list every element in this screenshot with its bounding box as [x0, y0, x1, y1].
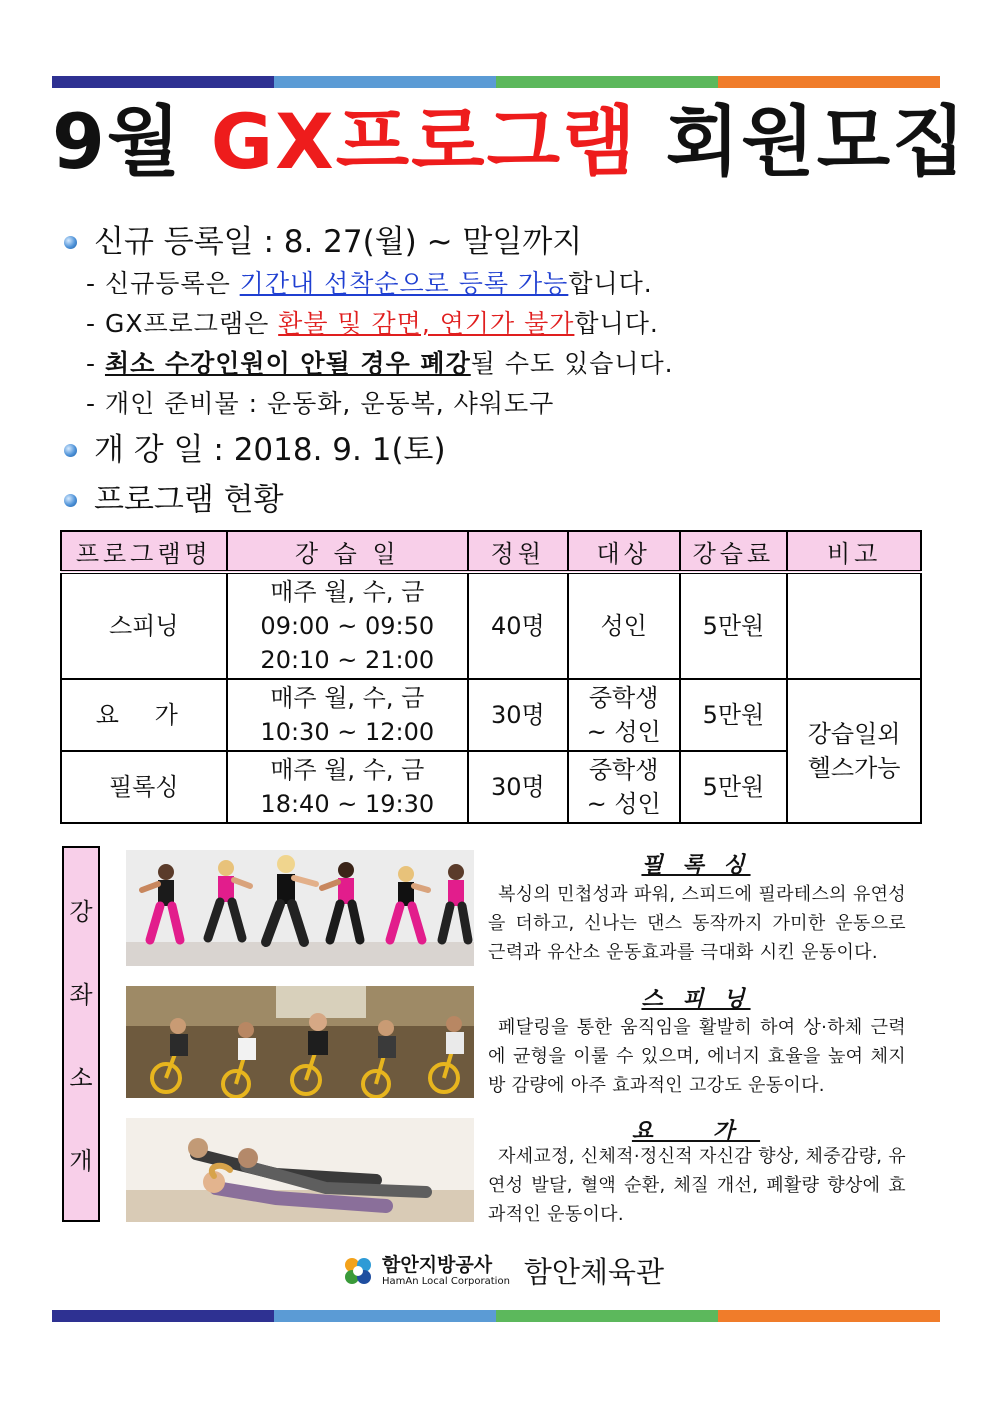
schedule-time: 09:00 ~ 09:50: [260, 612, 435, 640]
capacity: 40명: [468, 572, 568, 679]
footer: [340, 1250, 664, 1291]
registration-heading: [64, 222, 582, 262]
bottom-color-band: [52, 1310, 940, 1322]
registration-heading-text: 신규 등록일 : 8. 27(월) ~ 말일까지: [94, 224, 583, 260]
header-cell: 강 습 일: [227, 531, 468, 572]
capacity: 30명: [468, 751, 568, 823]
band-segment: [274, 1310, 496, 1322]
intro-title-yoga: 요 가: [631, 1119, 761, 1144]
header-cell: 대상: [568, 531, 680, 572]
intro-body-yoga: 자세교정, 신체적·정신적 자신감 향상, 체중감량, 유연성 발달, 혈액 순환, 체질 개선, 폐활량 향상에 효과적인 운동이다.: [488, 1146, 906, 1225]
program-name: 필록싱: [61, 751, 227, 823]
band-segment: [52, 1310, 274, 1322]
header-cell: 비고: [787, 531, 921, 572]
schedule-time: 20:10 ~ 21:00: [260, 646, 435, 674]
title-recruit: 회원모집: [637, 97, 968, 186]
program-table: [60, 530, 922, 824]
schedule-days: 매주 월, 수, 금: [270, 578, 425, 606]
table-header-row: [61, 531, 921, 572]
intro-body-pilboxing: 복싱의 민첩성과 파워, 스피드에 필라테스의 유연성을 더하고, 신나는 댄스 동작까지 가미한 운동으로 근력과 유산소 운동효과를 극대화 시킨 운동이다.: [488, 884, 906, 963]
program-name: 스피닝: [61, 572, 227, 679]
page-title: [52, 92, 968, 192]
program-name: 요 가: [61, 679, 227, 751]
band-segment: [718, 1310, 940, 1322]
note-line-1: [86, 266, 653, 302]
band-segment: [496, 76, 718, 88]
bullet-icon: [64, 236, 77, 249]
opening-heading: [64, 430, 446, 470]
note-line-2: [86, 306, 659, 342]
schedule-cell: [227, 572, 468, 679]
schedule-time: 18:40 ~ 19:30: [260, 790, 435, 818]
note-prefix: -: [86, 349, 105, 378]
corporation-logo-text: [382, 1254, 510, 1288]
note-emphasis: 기간내 선착순으로 등록 가능: [239, 269, 569, 298]
intro-title-spinning: 스 피 닝: [641, 987, 751, 1012]
shared-note: 강습일외 헬스가능: [787, 679, 921, 823]
opening-heading-text: 개 강 일 : 2018. 9. 1(토): [94, 432, 446, 468]
schedule-days: 매주 월, 수, 금: [270, 756, 425, 784]
title-program: GX프로그램: [210, 97, 638, 186]
note-emphasis: 최소 수강인원이 안될 경우 폐강: [104, 349, 471, 378]
schedule-time: 10:30 ~ 12:00: [260, 718, 435, 746]
note-suffix: 될 수도 있습니다.: [470, 349, 674, 378]
note-prefix: - GX프로그램은: [86, 309, 279, 338]
band-segment: [274, 76, 496, 88]
target: 성인: [568, 572, 680, 679]
corporation-logo-icon: [340, 1253, 376, 1289]
bullet-icon: [64, 444, 77, 457]
target: 중학생 ~ 성인: [568, 679, 680, 751]
title-month: 9월: [52, 97, 211, 186]
fee: 5만원: [680, 751, 788, 823]
header-cell: 프로그램명: [61, 531, 227, 572]
tab-char: 좌: [69, 981, 93, 1009]
band-segment: [718, 76, 940, 88]
note-suffix: 합니다.: [568, 269, 653, 298]
yoga-photo: [126, 1118, 474, 1222]
tab-char: 개: [69, 1147, 93, 1175]
band-segment: [52, 76, 274, 88]
tab-char: 강: [69, 898, 93, 926]
schedule-cell: [227, 679, 468, 751]
capacity: 30명: [468, 679, 568, 751]
org-name-english: HamAn Local Corporation: [382, 1275, 510, 1287]
intro-title-pilboxing: 필 록 싱: [641, 853, 751, 878]
note-suffix: 합니다.: [574, 309, 659, 338]
status-heading: [64, 480, 284, 520]
fee: 5만원: [680, 572, 788, 679]
tab-char: 소: [69, 1064, 93, 1092]
table-row: [61, 679, 921, 751]
table-row: [61, 572, 921, 679]
note-cell: [787, 572, 921, 679]
note-emphasis: 환불 및 감면, 연기가 불가: [278, 309, 575, 338]
schedule-days: 매주 월, 수, 금: [270, 684, 425, 712]
venue-name: 함안체육관: [523, 1255, 664, 1289]
org-name-korean: 함안지방공사: [382, 1253, 493, 1276]
band-segment: [496, 1310, 718, 1322]
spinning-photo: [126, 986, 474, 1098]
top-color-band: [52, 76, 940, 88]
header-cell: 강습료: [680, 531, 788, 572]
bullet-icon: [64, 494, 77, 507]
schedule-cell: [227, 751, 468, 823]
header-cell: 정원: [468, 531, 568, 572]
course-intro-tab: [62, 846, 100, 1222]
intro-body-spinning: 페달링을 통한 움직임을 활발히 하여 상·하체 근력에 균형을 이룰 수 있으며, 에너지 효율을 높여 체지방 감량에 아주 효과적인 고강도 운동이다.: [488, 1017, 906, 1096]
note-prefix: - 신규등록은: [86, 269, 240, 298]
note-line-3: [86, 346, 674, 382]
target: 중학생 ~ 성인: [568, 751, 680, 823]
fee: 5만원: [680, 679, 788, 751]
note-line-4: - 개인 준비물 : 운동화, 운동복, 샤워도구: [86, 389, 555, 418]
status-heading-text: 프로그램 현황: [94, 482, 284, 518]
pilboxing-photo: [126, 850, 474, 966]
